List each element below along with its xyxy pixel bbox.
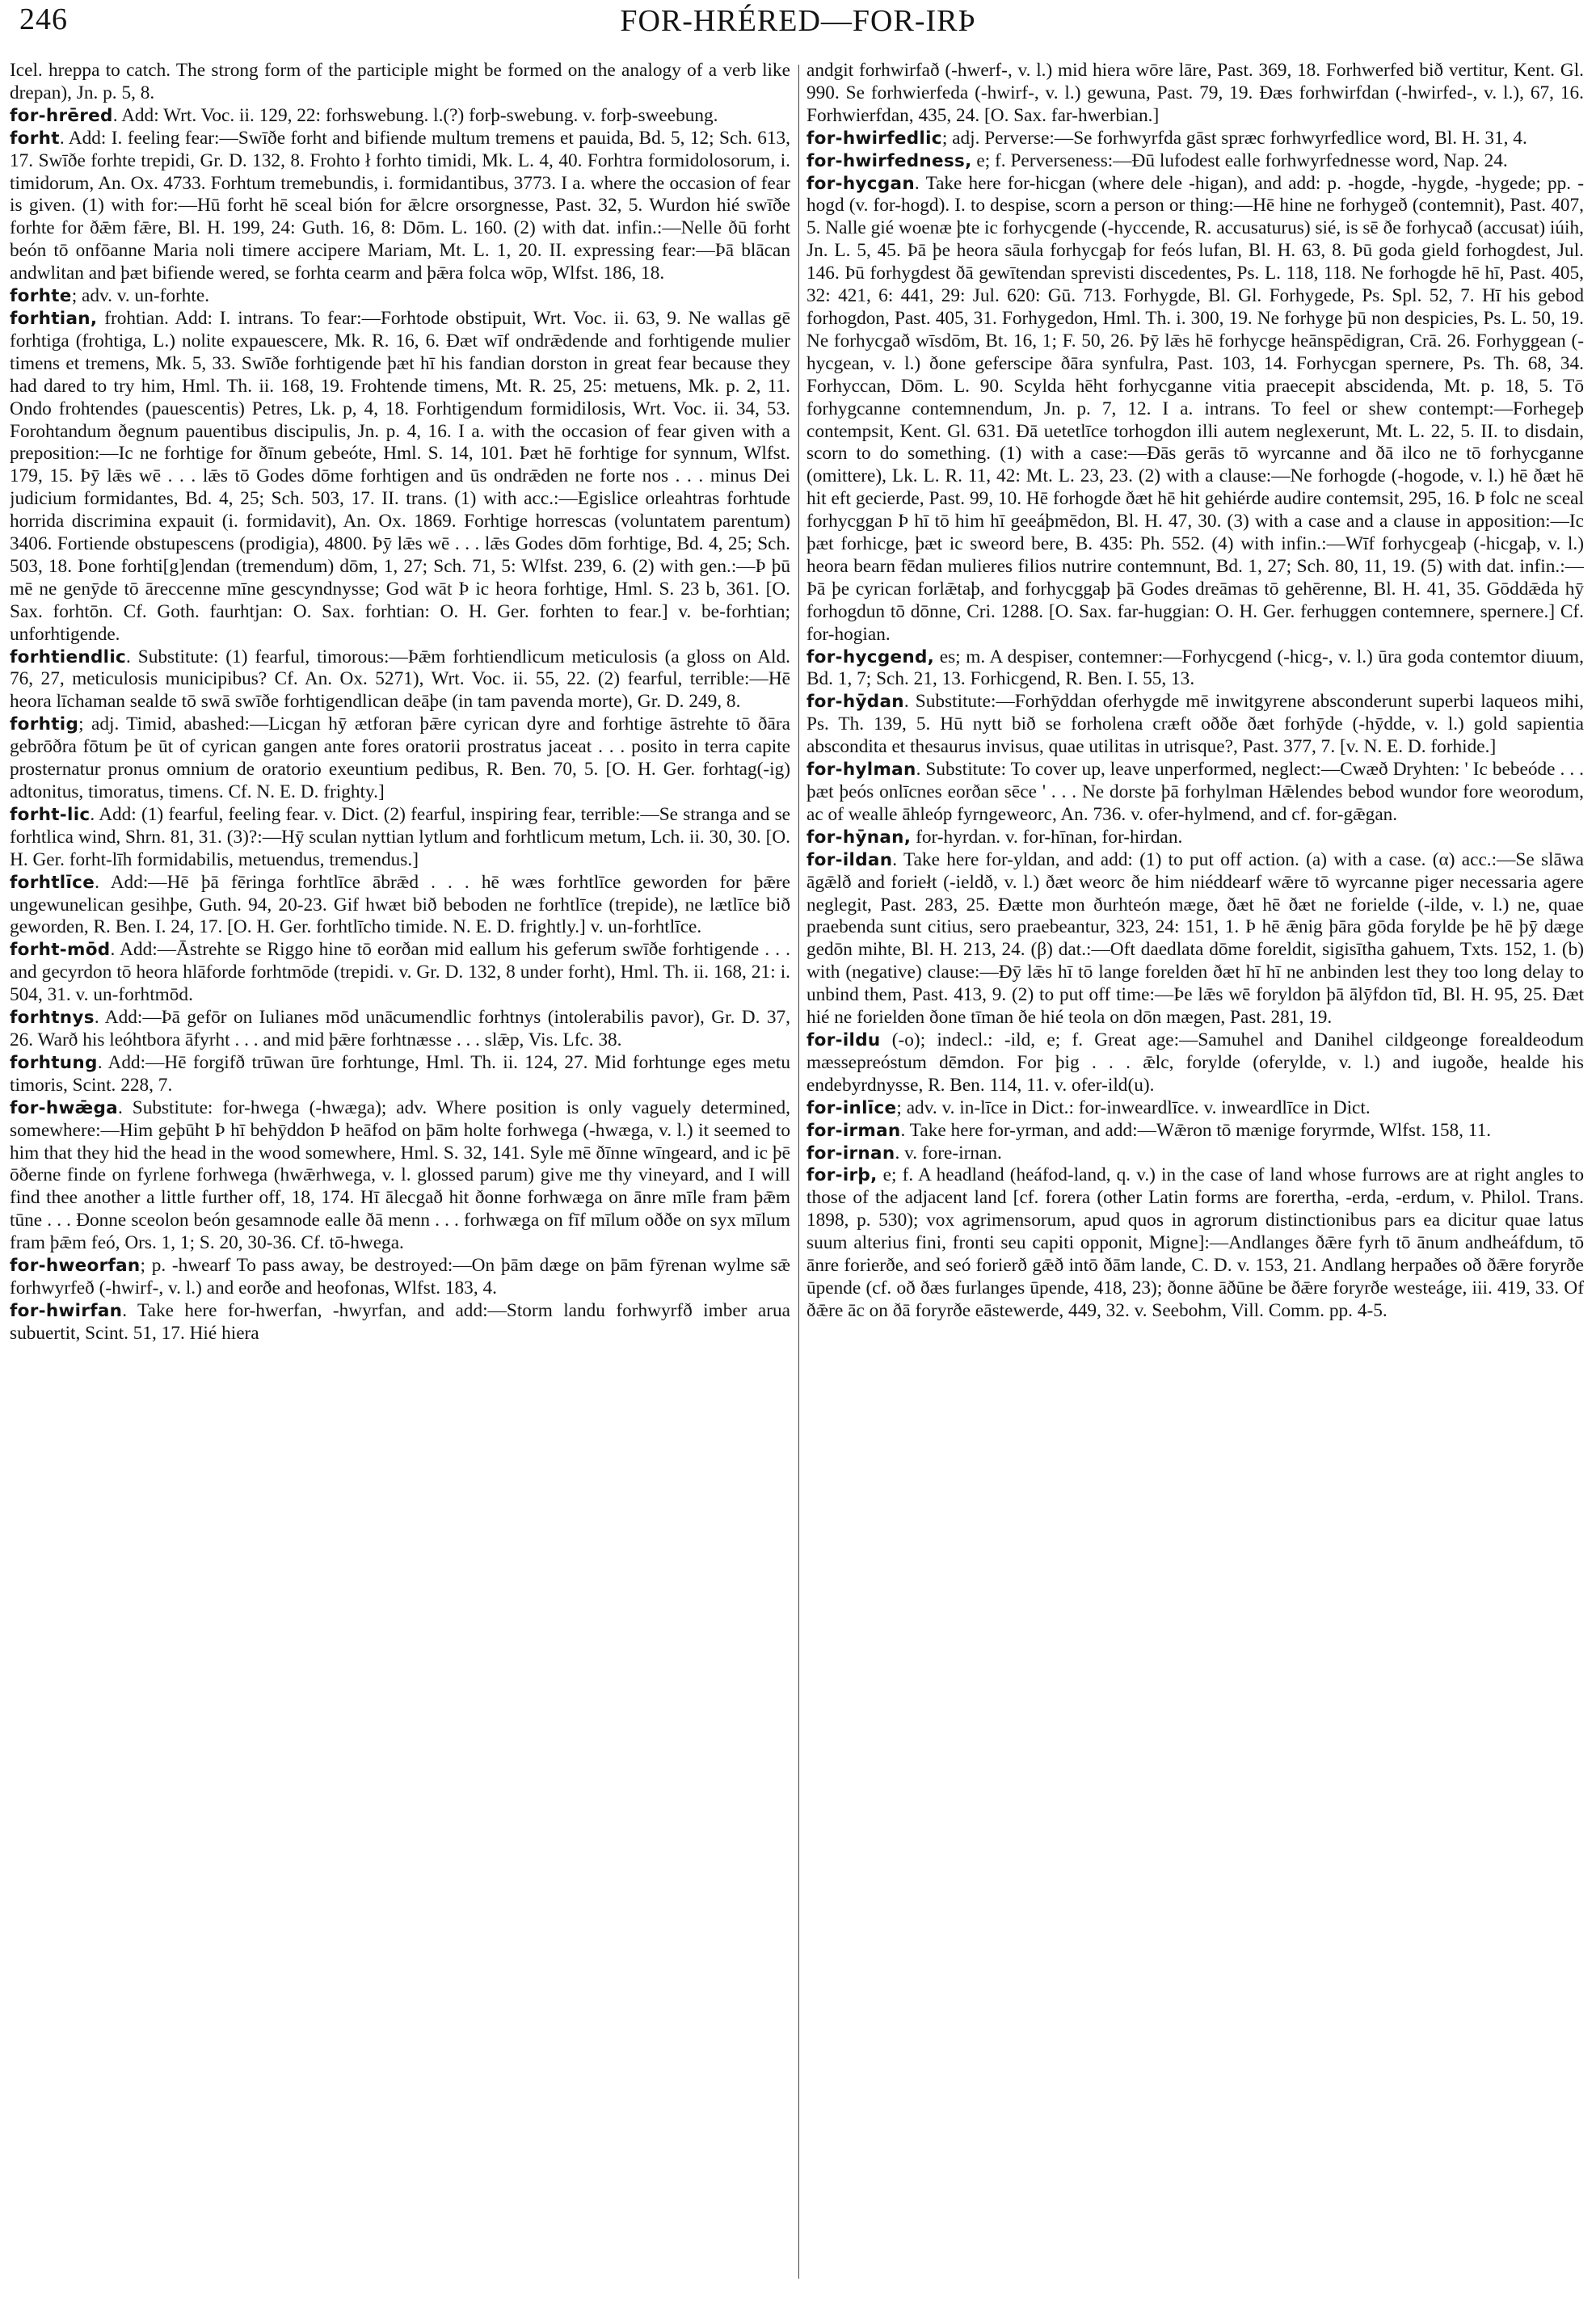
column-divider [798, 65, 799, 2279]
dictionary-entry: for-hwǣga. Substitute: for-hwega (-hwæga); adv. Where position is only vaguely determined, somewhere:—Him geþūht Þ hī behȳddon Þ heāfod on þām holte forhwega (-hwæga, v. l.) it seemed to him that they hid the head in the wood somewhere, Hml. S. 32, 141. Syle mē ðīnne wīngeard, and ic þē ōðerne finde on fyrlene forhwega (hwǣrhwega, v. l. glossed parum) give me thy vineyard, and I will find thee another a little further off, 18, 174. Hī ālecgað hit ðonne forhwæga on ānre mīle fram þǣm tūne . . . Ðonne sceolon beón gesamnode ealle ðā menn . . . forhwæga on fīf mīlum oððe on syx mīlum fram þǣm feó, Ors. 1, 1; S. 20, 30-36. Cf. tō-hwega. [10, 1097, 790, 1254]
dictionary-entry: for-hycgend, es; m. A despiser, contemner:—Forhycgend (-hicg-, v. l.) ūra goda contemtor diuum, Bd. 1, 7; Sch. 21, 13. Forhicgend, R. Ben. I. 55, 13. [806, 646, 1584, 690]
headword: for-hwirfan [10, 1300, 123, 1321]
dictionary-entry: for-ildu (-o); indecl.: -ild, e; f. Great age:—Samuhel and Danihel cildgeonge forealdeodum mæssepreóstum dēmdon. For þig . . . ǣlc, forylde (oferylde, v. l.) and iugoðe, healde his endebyrdnysse, R. Ben. 114, 11. v. ofer-ild(u). [806, 1029, 1584, 1096]
dictionary-entry: for-hylman. Substitute: To cover up, leave unperformed, neglect:—Cwæð Dryhten: ' Ic bebeóde . . . þæt þeós onlīcnes eorðan sēce ' . . . Ne dorste þā forhylman Hǣlendes bebod wundor fore weorodum, ac of wealle āhleóp fyrngeweorc, An. 736. v. ofer-hylmend, and cf. for-gǣgan. [806, 759, 1584, 825]
dictionary-entry: for-hweorfan; p. -hwearf To pass away, be destroyed:—On þām dæge on þām fȳrenan wylme sǣ forhwyrfeð (-hwirf-, v. l.) and eorðe and heofonas, Wlfst. 183, 4. [10, 1255, 790, 1299]
headword: for-hylman [806, 760, 916, 781]
headword: for-inlīce [806, 1097, 897, 1118]
headword: for-irman [806, 1120, 901, 1141]
headword: for-hwǣga [10, 1097, 118, 1118]
headword: forht-lic [10, 804, 91, 825]
headword: forhtian, [10, 308, 98, 329]
headword: for-hwirfedlic [806, 128, 942, 149]
left-column [10, 60, 798, 2280]
headword: for-ildu [806, 1029, 881, 1050]
dictionary-entry: for-inlīce; adv. v. in-līce in Dict.: for-inweardlīce. v. inweardlīce in Dict. [806, 1097, 1371, 1118]
headword: for-irþ, [806, 1165, 878, 1186]
dictionary-entry: forht-lic. Add: (1) fearful, feeling fear. v. Dict. (2) fearful, inspiring fear, terrible:—Se stranga and se forhtlica wind, Shrn. 81, 31. (3)?:—Hȳ sculan nyttian lytlum and forhtlicum metum, Lch. ii. 30, 30. [O. H. Ger. forht-līh formidabilis, metuendus, tremendus.] [10, 803, 790, 870]
dictionary-entry: forhtig; adj. Timid, abashed:—Licgan hȳ ætforan þǣre cyrican dyre and forhtige āstrehte tō ðāra gebrōðra fōtum þe ūt of cyrican gangen ante fores oratorii prostratus jaceat . . . posito in terra capite prosternatur pronus omnium de oratorio exeuntium pedibus, R. Ben. 70, 5. [O. H. Ger. forhtag(-ig) adtonitus, timoratus, timens. Cf. N. E. D. frighty.] [10, 714, 790, 802]
dictionary-entry: forhte; adv. v. un-forhte. [10, 285, 210, 307]
dictionary-entry: forhtung. Add:—Hē forgifð trūwan ūre forhtunge, Hml. Th. ii. 124, 27. Mid forhtunge eges metu timoris, Scint. 228, 7. [10, 1051, 790, 1096]
headword: for-hȳnan, [806, 827, 912, 848]
headword: for-hrēred [10, 105, 113, 126]
headword: for-hȳdan [806, 692, 904, 713]
headword: for-hycgan [806, 173, 915, 194]
page-header [19, 0, 1577, 42]
dictionary-entry: for-hycgan. Take here for-hicgan (where dele -higan), and add: p. -hogde, -hygde, -hygede; pp. -hogd (v. for-hogd). I. to despise, scorn a person or thing:—Hē hine ne forhygeð (contemnit), Past. 407, 5. Nalle gié woenæ þte ic forhycgende (-hyccende, R. accusaturus) sié, is sē ðe forhycað (accusat) iúih, Jn. L. 5, 45. Þā þe heora sāula forhycgaþ for feós lufan, Bl. H. 63, 8. Þū goda gield forhogdest, Jul. 146. Þū forhygdest ðā gewītendan sprevisti discedentes, Ps. L. 118, 118. Ne forhogde hē hī, Past. 405, 32: 421, 6: 441, 29: Jul. 620: Gū. 713. Forhygde, Bl. Gl. Forhygede, Ps. Spl. 52, 7. Hī his gebod forhogdon, Past. 405, 31. Forhygedon, Hml. Th. i. 300, 19. Ne forhyge þū non despicies, Ps. L. 50, 19. Ne forhycgað wīsdōm, Bt. 16, 1; F. 50, 26. Þȳ lǣs hē forhycge heānspēdigran, Crā. 26. Forhyggean (-hycgean, v. l.) ðone geferscipe ðāra synfulra, Past. 103, 14. Forhycgan spernere, Ps. Th. 68, 34. Forhyccan, Dōm. L. 90. Scylda hēht forhycganne vitia praecepit abscidenda, Mt. p. 18, 5. Tō forhygcanne contemnendum, Jn. p. 7, 12. I a. intrans. To feel or shew contempt:—Forhegeþ contempsit, Kent. Gl. 631. Ðā uetetlīce torhogdon illi autem neglexerunt, Mt. L. 22, 5. II. to disdain, scorn to do something. (1) with a case:—Ðās gerās tō wyrcanne and ðā ilco ne tō forhycganne (omittere), Lk. L. R. 11, 42: Mt. L. 23, 23. (2) with a clause:—Ne forhogde (-hogode, v. l.) hē ðæt hē hit eft gecierde, Past. 99, 10. Hē forhogde ðæt hē hit gehiérde audire contemsit, 295, 16. Þ folc ne sceal forhycggan Þ hī tō him hī geeáþmēdon, Bl. H. 47, 30. (3) with a case and a clause in apposition:—Ic þæt forhicge, þæt ic sweord bere, B. 435: Ph. 552. (4) with infin.:—Wīf forhycgeaþ (-hicgaþ, v. l.) heora bearn fēdan mulieres filios nutrire contemnunt, Bd. 1, 27; Sch. 80, 11, 19. (5) with dat. infin.:—Þā þe cyrican forlǣtaþ, and forhycggaþ þā Godes dreāmas tō gehērenne, Bl. H. 41, 35. Gōddǣda hȳ forhogdun tō dōnne, Cri. 1288. [O. Sax. far-huggian: O. H. Ger. ferhuggen contemnere, spernere.] Cf. for-hogian. [806, 172, 1584, 645]
dictionary-entry: for-irþ, e; f. A headland (heáfod-land, q. v.) in the case of land whose furrows are at right angles to those of the adjacent land [cf. forera (other Latin forms are forertha, -erda, -erdum, v. Philol. Trans. 1898, p. 530); vox agrimensorum, apud quos in agrorum distinctionibus pars ea dicitur quae latus suum alterius fini, fronti seu capiti opponit, Migne]:—Andlanges ðǣre fyrh tō ānum andheáfdum, tō ānre forierðe, and seó forierð gǣð intō ðām lande, C. D. v. 153, 21. Andlang herpaðes oð ðǣre foryrðe ūpende (cf. oð ðæs furlanges ūpende, 418, 23); ðonne āðūne be ðǣre foryrðe westeáge, iii. 419, 33. Of ðǣre āc on ðā foryrðe eāstewerde, 449, 32. v. Seebohm, Vill. Comm. pp. 4-5. [806, 1164, 1584, 1321]
headword: forhtung [10, 1052, 98, 1073]
headword: for-hycgend, [806, 646, 935, 667]
headword: forhtiendlic [10, 646, 127, 667]
dictionary-entry: for-irnan. v. fore-irnan. [806, 1142, 1002, 1164]
dictionary-entry: forhtian, frohtian. Add: I. intrans. To fear:—Forhtode obstipuit, Wrt. Voc. ii. 63, 9. Ne wallas gē forhtiga (frohtiga, L.) nolite expauescere, Mk. R. 16, 6. Ðæt wīf ondrǣdende and forhtigende mulier timens et tremens, Mk. 5, 33. Swīðe forhtigende þæt hī his fandian dorston in great fear because they had dared to try him, Hml. Th. ii. 168, 19. Frohtende timens, Mt. R. 25, 25: metuens, Mk. p. 2, 11. Ondo frohtendes (pauescentis) Petres, Lk. p, 4, 18. Forhtigendum formidilosis, Wrt. Voc. ii. 34, 53. Forohtandum ðegnum pauentibus discipulis, Jn. p. 4, 16. I a. with the occasion of fear given with a preposition:—Ic ne forhtige for ðīnum gebeóte, Hml. S. 14, 101. Þæt hē forhtige for synnum, Wlfst. 179, 15. Þȳ lǣs wē . . . lǣs tō Godes dōme forhtigen and ūs ondrǣden ne forte nos . . . minus Dei judicium formidantes, Bd. 4, 25; Sch. 503, 17. II. trans. (1) with acc.:—Egislice orleahtras forhtude horrida discrimina expauit (i. formidavit), An. Ox. 1869. Forhtige horrescas (voluntatem parentum) 3406. Fortiende obstupescens (prodigia), 4800. Þȳ lǣs wē . . . lǣs Godes dōm forhtige, Bd. 4, 25; Sch. 503, 18. Þone forhti[g]endan (tremendum) dōm, 1, 27; Sch. 71, 5: Wlfst. 239, 6. (2) with gen.:—Þ þū mē ne genȳde tō āreccenne mīne gescyndnysse; God wāt Þ ic heora forhtige, Hml. S. 23 b, 361. [O. Sax. forhtōn. Cf. Goth. faurhtjan: O. Sax. forhtian: O. H. Ger. forhten to fear.] v. be-forhtian; unforhtigende. [10, 307, 790, 645]
dictionary-entry: for-hwirfedlic; adj. Perverse:—Se forhwyrfda gāst spræc forhwyrfedlice word, Bl. H. 31, 4. [806, 127, 1527, 149]
headword: forhtlīce [10, 872, 95, 893]
dictionary-entry: forht. Add: I. feeling fear:—Swīðe forht and bifiende multum tremens et pauida, Bd. 5, 12; Sch. 613, 17. Swīðe forhte trepidi, Gr. D. 132, 8. Frohto ł forhto timidi, Mk. L. 4, 40. Forhtra formidolosorum, i. timidorum, An. Ox. 4733. Forhtum tremebundis, i. formidantibus, 3773. I a. where the occasion of fear is given. (1) with for:—Hū forht hē sceal bión for ǣlcre orsorgnesse, Past. 32, 5. Wurdon hié swīðe forhte for ðǣm fǣre, Bl. H. 199, 24: Guth. 16, 8: Dōm. L. 160. (2) with dat. infin.:—Nelle ðū forht beón tō onfōanne Maria noli timere accipere Mariam, Mt. L. 1, 20. II. expressing fear:—Þā blācan andwlitan and þæt bifiende wered, se forhta cearm and þǣra folca wōp, Wlfst. 186, 18. [10, 127, 790, 284]
page-number: 246 [19, 2, 68, 36]
headword: forhtnys [10, 1008, 95, 1029]
dictionary-entry: forhtiendlic. Substitute: (1) fearful, timorous:—Þǣm forhtiendlicum meticulosis (a gloss on Ald. 76, 27, meticulosis municipibus? Cf. An. Ox. 5271), Wrt. Voc. ii. 55, 22. (2) fearful, terrible:—Hē heora līchaman sealde tō swā swīðe forhtigendlican deāþe (in tam pavenda morte), Gr. D. 249, 8. [10, 646, 790, 713]
dictionary-entry: for-irman. Take here for-yrman, and add:—Wǣron tō mænige foryrmde, Wlfst. 158, 11. [806, 1119, 1492, 1141]
running-title: FOR-HRÉRED—FOR-IRÞ [620, 4, 976, 38]
headword: for-hweorfan [10, 1256, 141, 1277]
headword: forhte [10, 286, 72, 307]
dictionary-entry: forhtlīce. Add:—Hē þā fēringa forhtlīce ābrǣd . . . hē wæs forhtlīce geworden for þǣre ungewunelican gesihþe, Guth. 94, 20-23. Gif hwæt bið beboden ne forhtlīce (trepide), ne lætlīce bið geworden, R. Ben. I. 24, 17. [O. H. Ger. forhtlīcho timide. N. E. D. frightly.] v. un-forhtlīce. [10, 871, 790, 938]
headword: for-hwirfedness, [806, 150, 972, 171]
headword: forht [10, 128, 60, 149]
dictionary-entry: for-hȳnan, for-hyrdan. v. for-hīnan, for-hirdan. [806, 826, 1183, 848]
headword: for-irnan [806, 1143, 895, 1164]
headword: for-ildan [806, 849, 893, 870]
dictionary-entry: for-hrēred. Add: Wrt. Voc. ii. 129, 22: forhswebung. l.(?) forþ-swebung. v. forþ-sweebung. [10, 104, 718, 126]
dictionary-entry: forhtnys. Add:—Þā gefōr on Iulianes mōd unācumendlic forhtnys (intolerabilis pavor), Gr. D. 37, 26. Warð his leóhtbora āfyrht . . . and mid þǣre forhtnæsse . . . slǣp, Vis. Lfc. 38. [10, 1007, 790, 1050]
dictionary-entry: forht-mōd. Add:—Āstrehte se Riggo hine tō eorðan mid eallum his geferum swīðe forhtigende . . . and gecyrdon tō heora hlāforde forhtmōde (trepidi. v. Gr. D. 132, 8 under forht), Hml. Th. ii. 168, 21: i. 504, 31. v. un-forhtmōd. [10, 939, 790, 1006]
dictionary-entry: andgit forhwirfað (-hwerf-, v. l.) mid hiera wōre lāre, Past. 369, 18. Forhwerfed bið vertitur, Kent. Gl. 990. Se forhwierfeda (-hwirf-, v. l.) gewuna, Past. 79, 19. Ðæs forhwirfdan (-hwirfed-, v. l.), 67, 16. Forhwierfdan, 435, 24. [O. Sax. far-hwerbian.] [806, 60, 1584, 126]
dictionary-entry: for-hwirfedness, e; f. Perverseness:—Ðū lufodest ealle forhwyrfednesse word, Nap. 24. [806, 149, 1508, 171]
dictionary-entry: Icel. hreppa to catch. The strong form of the participle might be formed on the analogy of a verb like drepan), Jn. p. 5, 8. [10, 60, 790, 103]
headword: forht-mōd [10, 940, 111, 961]
dictionary-entry: for-hwirfan. Take here for-hwerfan, -hwyrfan, and add:—Storm landu forhwyrfð imber arua subuertit, Scint. 51, 17. Hié hiera [10, 1299, 790, 1344]
right-column [806, 60, 1584, 2280]
headword: forhtig [10, 714, 79, 735]
dictionary-entry: for-hȳdan. Substitute:—Forhȳddan oferhygde mē inwitgyrene absconderunt superbi laqueos mihi, Ps. Th. 139, 5. Hū nytt bið se forholena cræft oððe ðæt forhȳde (-hȳdde, v. l.) gold sapientia abscondita et thesaurus invisus, quae utilitas in utrisque?, Past. 377, 7. [v. N. E. D. forhide.] [806, 691, 1584, 758]
dictionary-entry: for-ildan. Take here for-yldan, and add: (1) to put off action. (a) with a case. (α) acc.:—Se slāwa āgǣlð and foriełt (-ieldð, v. l.) ðæt weorc ðe him niéddearf wǣre tō wyrcanne piger necessaria agere neglegit, Past. 283, 25. Ðætte mon ðurhteón mæge, ðæt hē ðæt ne forielde (-ilde, v. l.) ne, quae praebenda sunt citius, sero praebeantur, 323, 24: 151, 1. Þ hē ǣnig þāra gōda forylde þe hē þȳ dæge gedōn mihte, Bl. H. 213, 24. (β) dat.:—Oft daedlata dōme foreldit, sigisītha gahuem, Txts. 152, 1. (b) with (negative) clause:—Ðȳ lǣs hī tō lange forelden ðæt hī hī ne anbinden lest they too long delay to unbind them, Past. 413, 9. (2) to put off time:—Þe lǣs wē foryldon þā ālȳfdon tīd, Bl. H. 95, 25. Ðæt hié ne forielden ðone tīman ðe hié teola on dōn mægen, Past. 281, 19. [806, 848, 1584, 1029]
